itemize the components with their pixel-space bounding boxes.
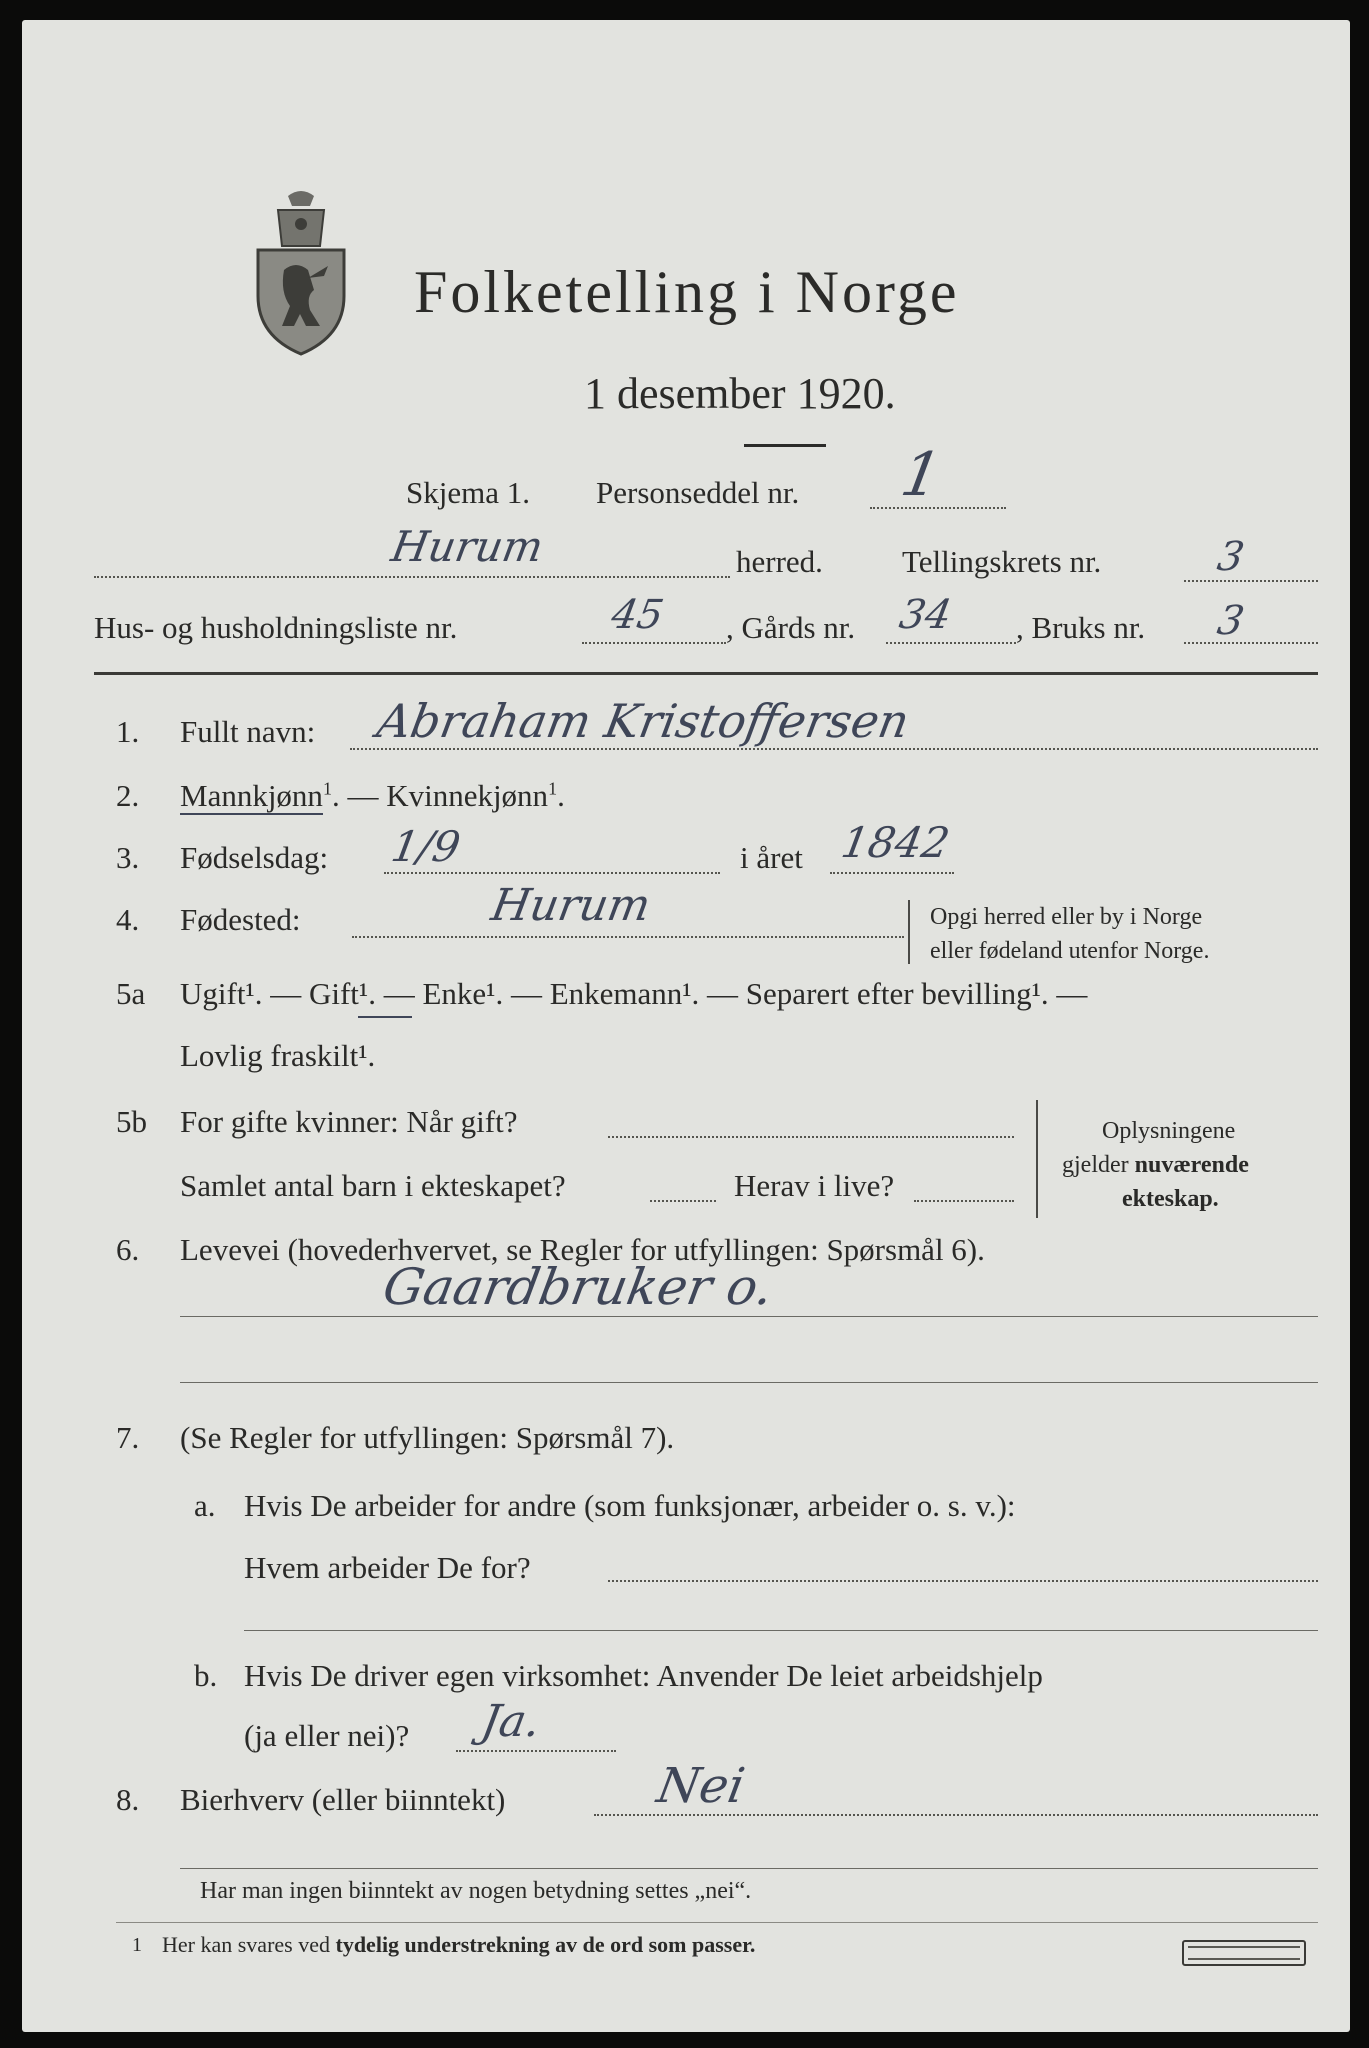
- footnote-number: 1: [132, 1934, 142, 1956]
- printer-stamp: [1182, 1940, 1306, 1966]
- bruks-line: [1184, 642, 1318, 644]
- husholdningsliste-line: [582, 642, 726, 644]
- marriage-note-line1: Oplysningene: [1102, 1118, 1236, 1144]
- male-option: Mannkjønn: [180, 778, 323, 813]
- footnote-divider: [116, 1922, 1318, 1923]
- personseddel-label: Personseddel nr.: [596, 475, 800, 510]
- marriage-note-gjelder: gjelder: [1062, 1152, 1135, 1178]
- female-footnote-mark: 1: [548, 778, 558, 799]
- personseddel-value: 1: [895, 440, 947, 510]
- gender-options: [180, 778, 565, 814]
- married-when-label: For gifte kvinner: Når gift?: [180, 1104, 518, 1139]
- marriage-note-brace: [1036, 1100, 1041, 1218]
- secondary-income-line2: [180, 1868, 1318, 1869]
- birthplace-label: Fødested:: [180, 902, 301, 937]
- q6-number: 6.: [116, 1232, 140, 1267]
- form-title: Folketelling i Norge: [414, 259, 960, 325]
- birthday-label: Fødselsdag:: [180, 840, 329, 875]
- tellingskrets-value: 3: [1213, 534, 1248, 580]
- personseddel-line: [870, 507, 1006, 509]
- herred-line: [94, 576, 730, 578]
- occupation-line1: [180, 1316, 1318, 1317]
- occupation-label: Levevei (hovederhvervet, se Regler for utfyllingen: Spørsmål 6).: [180, 1232, 985, 1267]
- secondary-income-line: [594, 1814, 1318, 1816]
- title-divider: [744, 444, 826, 447]
- birth-year-line: [830, 872, 954, 874]
- husholdningsliste-label: Hus- og husholdningsliste nr.: [94, 610, 458, 645]
- husholdningsliste-value: 45: [607, 592, 667, 638]
- gards-label: , Gårds nr.: [726, 610, 856, 645]
- q7a-employer-label: Hvem arbeider De for?: [244, 1550, 531, 1585]
- q7a-number: a.: [194, 1488, 216, 1523]
- q8-number: 8.: [116, 1782, 140, 1817]
- secondary-income-label: Bierhverv (eller biinntekt): [180, 1782, 506, 1817]
- census-form-sheet: [22, 20, 1350, 2032]
- marriage-note-line3: ekteskap.: [1122, 1186, 1219, 1212]
- q7a-employer-line2: [244, 1630, 1318, 1631]
- q3-number: 3.: [116, 840, 140, 875]
- bruks-value: 3: [1213, 598, 1248, 644]
- gards-line: [886, 642, 1016, 644]
- birthplace-value: Hurum: [487, 880, 655, 931]
- q5a-number: 5a: [116, 976, 146, 1011]
- q5b-number: 5b: [116, 1104, 147, 1139]
- income-note: Har man ingen biinntekt av nogen betydning settes „nei“.: [200, 1878, 752, 1904]
- tellingskrets-line: [1184, 580, 1318, 582]
- birthday-line: [384, 872, 720, 874]
- gards-value: 34: [895, 592, 955, 638]
- full-name-line: [350, 748, 1318, 750]
- coat-of-arms-icon: [248, 188, 354, 356]
- children-count-label: Samlet antal barn i ekteskapet?: [180, 1168, 566, 1203]
- birthplace-note-line1: Opgi herred eller by i Norge: [930, 904, 1203, 930]
- marriage-note-current: nuværende: [1134, 1152, 1249, 1178]
- marriage-note-line2: [1062, 1152, 1249, 1179]
- children-count-line: [650, 1200, 716, 1202]
- occupation-line2: [180, 1382, 1318, 1383]
- q7a-employer-line: [608, 1580, 1318, 1582]
- q7b-answer-line: [456, 1750, 616, 1752]
- q7a-text: Hvis De arbeider for andre (som funksjonær, arbeider o. s. v.):: [244, 1488, 1016, 1523]
- birthplace-note-line2: eller fødeland utenfor Norge.: [930, 938, 1210, 964]
- birthplace-brace: [908, 900, 913, 964]
- footnote-text-bold: tydelig understrekning av de ord som passer.: [335, 1932, 756, 1957]
- gender-end: .: [557, 778, 565, 813]
- gift-underline: [358, 1016, 412, 1018]
- bruks-label: , Bruks nr.: [1016, 610, 1146, 645]
- birth-year-label: i året: [740, 840, 803, 875]
- q7b-number: b.: [194, 1658, 218, 1693]
- birthday-value: 1/9: [387, 822, 464, 871]
- herred-value: Hurum: [387, 522, 547, 571]
- herred-label: herred.: [736, 544, 823, 579]
- tellingskrets-label: Tellingskrets nr.: [902, 544, 1102, 579]
- full-name-label: Fullt navn:: [180, 714, 316, 749]
- footnote-text-plain: Her kan svares ved: [162, 1932, 336, 1957]
- male-footnote-mark: 1: [322, 778, 332, 799]
- birthplace-line: [352, 936, 904, 938]
- occupation-value: Gaardbruker o.: [378, 1258, 778, 1316]
- q2-number: 2.: [116, 778, 140, 813]
- gender-separator: . —: [331, 778, 387, 813]
- divorced-option: Lovlig fraskilt¹.: [180, 1038, 376, 1073]
- q1-number: 1.: [116, 714, 140, 749]
- q4-number: 4.: [116, 902, 140, 937]
- children-alive-label: Herav i live?: [734, 1168, 895, 1203]
- children-alive-line: [914, 1200, 1014, 1202]
- q7-number: 7.: [116, 1420, 140, 1455]
- female-option: Kvinnekjønn: [386, 778, 549, 813]
- marital-status-options: Ugift¹. — Gift¹. — Enke¹. — Enkemann¹. — Separert efter bevilling¹. —: [180, 976, 1088, 1011]
- full-name-value: Abraham Kristoffersen: [373, 694, 914, 748]
- schema-label: Skjema 1.: [406, 475, 530, 510]
- header-divider: [94, 672, 1318, 675]
- married-when-line: [608, 1136, 1014, 1138]
- census-date: 1 desember 1920.: [584, 369, 896, 418]
- q7-label: (Se Regler for utfyllingen: Spørsmål 7).: [180, 1420, 675, 1455]
- birth-year-value: 1842: [837, 818, 954, 867]
- q7b-answer-value: Ja.: [477, 1696, 545, 1747]
- secondary-income-value: Nei: [653, 1758, 749, 1814]
- q7b-text: Hvis De driver egen virksomhet: Anvender De leiet arbeidshjelp: [244, 1658, 1043, 1693]
- q7b-question: (ja eller nei)?: [244, 1718, 410, 1753]
- footnote-text: [162, 1932, 755, 1958]
